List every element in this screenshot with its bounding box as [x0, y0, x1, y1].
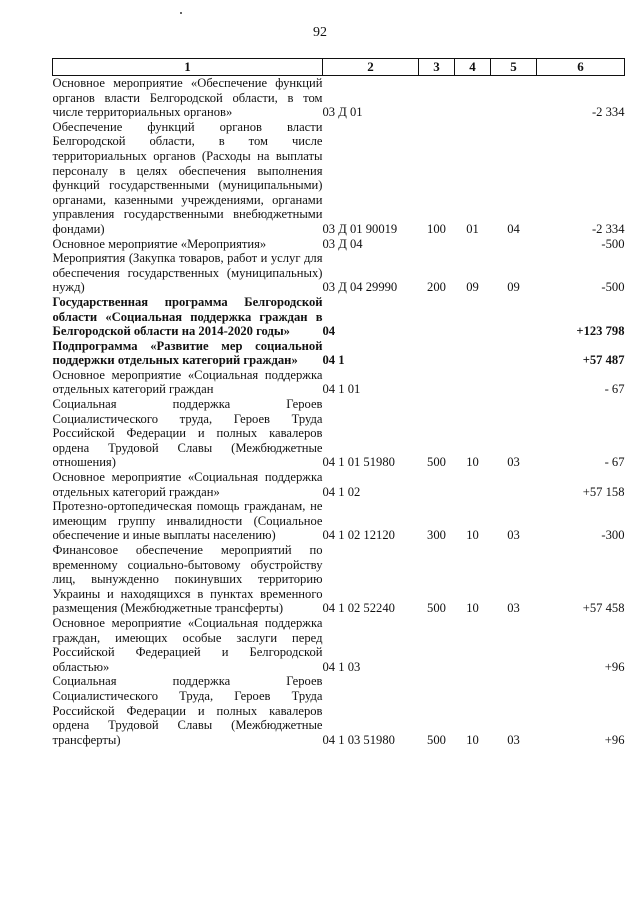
row-description: Протезно-ортопедическая помощь гражданам, не имеющим группу инвалидности (Социальное обеспечение и иные выплаты населению)	[52, 499, 323, 543]
table-row	[53, 616, 625, 674]
row-col4: 10	[466, 732, 479, 747]
row-col3: 300	[427, 528, 446, 543]
row-col5	[491, 616, 537, 674]
table-row	[53, 368, 625, 397]
col-header-1: 1	[53, 59, 323, 76]
row-col4: 10	[466, 455, 479, 470]
row-col3	[419, 76, 455, 120]
row-col3	[419, 368, 455, 397]
row-code: 03 Д 04 29990	[322, 280, 398, 295]
table-row	[53, 295, 625, 339]
row-description: Финансовое обеспечение мероприятий по временному социально-бытовому обустройству лиц, вынужденно покинувших территорию Украины и находящихся в пунктах временного размещения (Межбюджетные трансферты)	[52, 543, 323, 616]
row-description: Мероприятия (Закупка товаров, работ и услуг для обеспечения государственных (муниципальных) нужд)	[52, 251, 323, 295]
row-code: 03 Д 01	[322, 105, 363, 120]
row-description: Социальная поддержка Героев Социалистического Труда, Героев Труда Российской Федерации и полных кавалеров ордена Трудовой Славы (Межбюджетные трансферты)	[52, 674, 323, 747]
row-amount: -500	[601, 280, 625, 295]
col-header-3: 3	[419, 59, 455, 76]
row-col5	[491, 368, 537, 397]
table-row	[53, 543, 625, 616]
row-description: Основное мероприятие «Обеспечение функций органов власти Белгородской области, в том числе территориальных органов»	[52, 76, 323, 120]
row-col5: 09	[507, 280, 520, 295]
table-row	[53, 120, 625, 237]
row-code: 04 1 01 51980	[322, 455, 395, 470]
scan-speck	[180, 12, 182, 14]
row-col5	[491, 237, 537, 252]
row-code: 03 Д 04	[322, 236, 363, 251]
col-header-6: 6	[537, 59, 625, 76]
row-code: 04 1 02 52240	[322, 601, 395, 616]
row-amount: - 67	[604, 382, 625, 397]
header-row	[53, 59, 625, 76]
row-col5	[491, 339, 537, 368]
row-col3	[419, 237, 455, 252]
row-amount: +123 798	[576, 324, 625, 339]
row-amount: -2 334	[591, 221, 625, 236]
row-code: 03 Д 01 90019	[322, 221, 398, 236]
row-amount: - 67	[604, 455, 625, 470]
row-col3	[419, 339, 455, 368]
row-description: Обеспечение функций органов власти Белгородской области, в том числе территориальных органов (Расходы на выплаты персоналу в целях обеспечения выполнения функций государственными (муниципальными) органами, казенными учреждениями, органами управления государственными внебюджетными фондами)	[52, 119, 323, 236]
row-col5	[491, 76, 537, 120]
row-amount: +57 158	[582, 484, 625, 499]
table-row	[53, 76, 625, 120]
row-col5	[491, 295, 537, 339]
row-col5: 03	[507, 601, 520, 616]
row-col3: 500	[427, 601, 446, 616]
row-code: 04 1 03	[322, 659, 361, 674]
row-amount: +96	[604, 732, 625, 747]
row-col4: 10	[466, 601, 479, 616]
table-row	[53, 470, 625, 499]
row-col3	[419, 470, 455, 499]
row-col3: 500	[427, 455, 446, 470]
row-col4	[455, 616, 491, 674]
table-row	[53, 237, 625, 252]
row-code: 04	[322, 324, 336, 339]
row-code: 04 1 01	[322, 382, 361, 397]
col-header-5: 5	[491, 59, 537, 76]
table-body	[53, 76, 625, 748]
col-header-2: 2	[323, 59, 419, 76]
row-col4	[455, 237, 491, 252]
row-description: Основное мероприятие «Социальная поддержка отдельных категорий граждан»	[52, 470, 323, 499]
row-code: 04 1	[322, 353, 345, 368]
row-amount: +96	[604, 659, 625, 674]
row-col4: 01	[466, 221, 479, 236]
row-description: Основное мероприятие «Социальная поддержка граждан, имеющих особые заслуги перед Российской Федерацией и Белгородской областью»	[52, 615, 323, 674]
row-code: 04 1 03 51980	[322, 732, 395, 747]
row-amount: -2 334	[591, 105, 625, 120]
row-col3: 500	[427, 732, 446, 747]
table-row	[53, 397, 625, 470]
row-col5: 03	[507, 732, 520, 747]
row-col5: 04	[507, 221, 520, 236]
row-col3	[419, 616, 455, 674]
row-amount: +57 487	[582, 353, 625, 368]
row-col3: 200	[427, 280, 446, 295]
row-col4	[455, 470, 491, 499]
row-col5	[491, 470, 537, 499]
row-description: Социальная поддержка Героев Социалистического труда, Героев Труда Российской Федерации и полных кавалеров ордена Трудовой Славы (Межбюджетные отношения)	[52, 397, 323, 470]
row-col3	[419, 295, 455, 339]
row-col4	[455, 339, 491, 368]
row-description: Основное мероприятие «Социальная поддержка отдельных категорий граждан	[52, 367, 323, 397]
budget-table	[52, 58, 625, 747]
row-col5: 03	[507, 528, 520, 543]
row-description: Государственная программа Белгородской области «Социальная поддержка граждан в Белгородской области на 2014-2020 годы»	[52, 294, 323, 339]
table-row	[53, 339, 625, 368]
table-row	[53, 499, 625, 543]
page-number: 92	[313, 25, 327, 40]
row-col4: 09	[466, 280, 479, 295]
table-row	[53, 674, 625, 747]
table-row	[53, 251, 625, 295]
row-code: 04 1 02 12120	[322, 528, 395, 543]
row-col3: 100	[427, 221, 446, 236]
row-col4: 10	[466, 528, 479, 543]
row-code: 04 1 02	[322, 484, 361, 499]
col-header-4: 4	[455, 59, 491, 76]
row-amount: -300	[601, 528, 625, 543]
row-description: Подпрограмма «Развитие мер социальной поддержки отдельных категорий граждан»	[52, 338, 323, 368]
row-col4	[455, 368, 491, 397]
row-col5: 03	[507, 455, 520, 470]
row-description: Основное мероприятие «Мероприятия»	[52, 236, 267, 251]
row-col4	[455, 295, 491, 339]
row-amount: +57 458	[582, 601, 625, 616]
row-amount: -500	[601, 236, 625, 251]
row-col4	[455, 76, 491, 120]
